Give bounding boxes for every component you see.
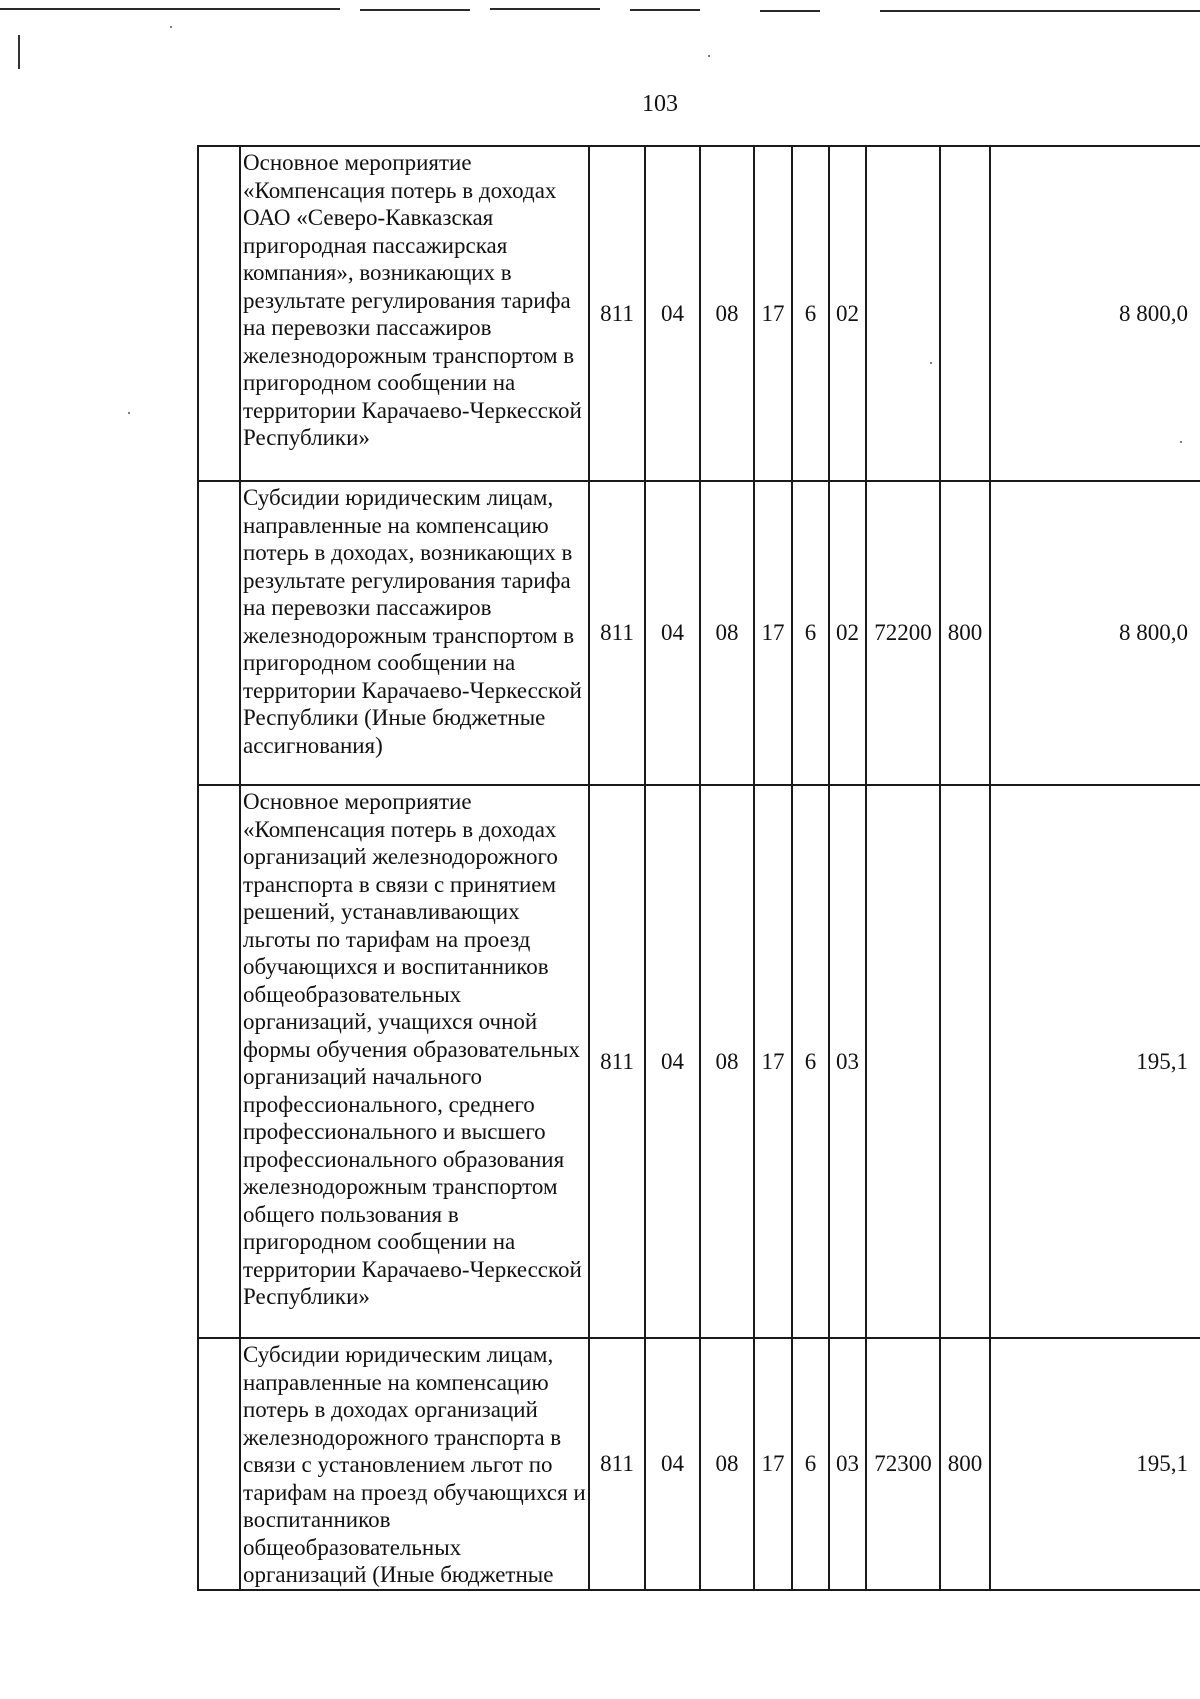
ministry-code-cell: 811 — [589, 785, 645, 1338]
event-code-cell: 03 — [829, 785, 866, 1338]
section-code-cell: 04 — [645, 1338, 700, 1590]
expense-type-cell: 800 — [940, 481, 990, 785]
scan-top-edge-line — [630, 9, 700, 11]
subsection-code-cell: 08 — [700, 481, 754, 785]
subprogram-code-cell: 6 — [792, 1338, 829, 1590]
event-code-cell: 03 — [829, 1338, 866, 1590]
budget-table — [197, 145, 1200, 1591]
subsection-code-cell: 08 — [700, 1338, 754, 1590]
section-code-cell: 04 — [645, 785, 700, 1338]
direction-code-cell — [866, 785, 940, 1338]
subsection-code-cell: 08 — [700, 146, 754, 481]
section-code-cell: 04 — [645, 481, 700, 785]
subprogram-code-cell: 6 — [792, 785, 829, 1338]
scan-speck — [708, 55, 710, 57]
description-cell: Субсидии юридическим лицам, направленные на компенсацию потерь в доходах, возникающих в результате регулирования тарифа на перевозки пассажиров железнодорожным транспортом в пригородном сообщении на территории Карачаево-Черкесской Республики (Иные бюджетные ассигнования) — [240, 481, 589, 785]
subsection-code-cell: 08 — [700, 785, 754, 1338]
table-row — [198, 785, 1200, 1338]
ministry-code-cell: 811 — [589, 481, 645, 785]
description-cell: Субсидии юридическим лицам, направленные на компенсацию потерь в доходах организаций железнодорожного транспорта в связи с установлением льгот по тарифам на проезд обучающихся и воспитанников общеобразовательных организаций (Иные бюджетные — [240, 1338, 589, 1590]
amount-cell: 8 800,0 — [990, 146, 1200, 481]
row-number-cell — [198, 1338, 240, 1590]
expense-type-cell — [940, 146, 990, 481]
amount-cell: 195,1 — [990, 785, 1200, 1338]
description-cell: Основное мероприятие «Компенсация потерь в доходах организаций железнодорожного транспорта в связи с принятием решений, устанавливающих льготы по тарифам на проезд обучающихся и воспитанников общеобразовательных организаций, учащихся очной формы обучения образовательных организаций начального профессионального, среднего профессионального и высшего профессионального образования железнодорожным транспортом общего пользования в пригородном сообщении на территории Карачаево-Черкесской Республики» — [240, 785, 589, 1338]
direction-code-cell — [866, 146, 940, 481]
ministry-code-cell: 811 — [589, 1338, 645, 1590]
scan-speck — [170, 26, 172, 28]
table-row — [198, 481, 1200, 785]
scan-top-edge-line — [760, 10, 820, 12]
expense-type-cell — [940, 785, 990, 1338]
amount-cell: 195,1 — [990, 1338, 1200, 1590]
row-number-cell — [198, 481, 240, 785]
direction-code-cell: 72200 — [866, 481, 940, 785]
scan-speck — [128, 412, 130, 414]
subprogram-code-cell: 6 — [792, 146, 829, 481]
description-cell: Основное мероприятие «Компенсация потерь в доходах ОАО «Северо-Кавказская пригородная пассажирская компания», возникающих в результате регулирования тарифа на перевозки пассажиров железнодорожным транспортом в пригородном сообщении на территории Карачаево-Черкесской Республики» — [240, 146, 589, 481]
program-code-cell: 17 — [754, 481, 792, 785]
program-code-cell: 17 — [754, 1338, 792, 1590]
scan-top-edge-line — [360, 9, 470, 11]
event-code-cell: 02 — [829, 146, 866, 481]
scan-top-edge-line — [880, 10, 1200, 12]
table-row — [198, 1338, 1200, 1590]
subprogram-code-cell: 6 — [792, 481, 829, 785]
section-code-cell: 04 — [645, 146, 700, 481]
row-number-cell — [198, 146, 240, 481]
direction-code-cell: 72300 — [866, 1338, 940, 1590]
scan-top-edge-line — [0, 8, 340, 10]
page-number: 103 — [642, 91, 678, 117]
expense-type-cell: 800 — [940, 1338, 990, 1590]
row-number-cell — [198, 785, 240, 1338]
event-code-cell: 02 — [829, 481, 866, 785]
program-code-cell: 17 — [754, 785, 792, 1338]
table-row — [198, 146, 1200, 481]
program-code-cell: 17 — [754, 146, 792, 481]
scan-left-edge-mark — [18, 35, 20, 69]
scan-top-edge-line — [490, 8, 600, 10]
amount-cell: 8 800,0 — [990, 481, 1200, 785]
ministry-code-cell: 811 — [589, 146, 645, 481]
